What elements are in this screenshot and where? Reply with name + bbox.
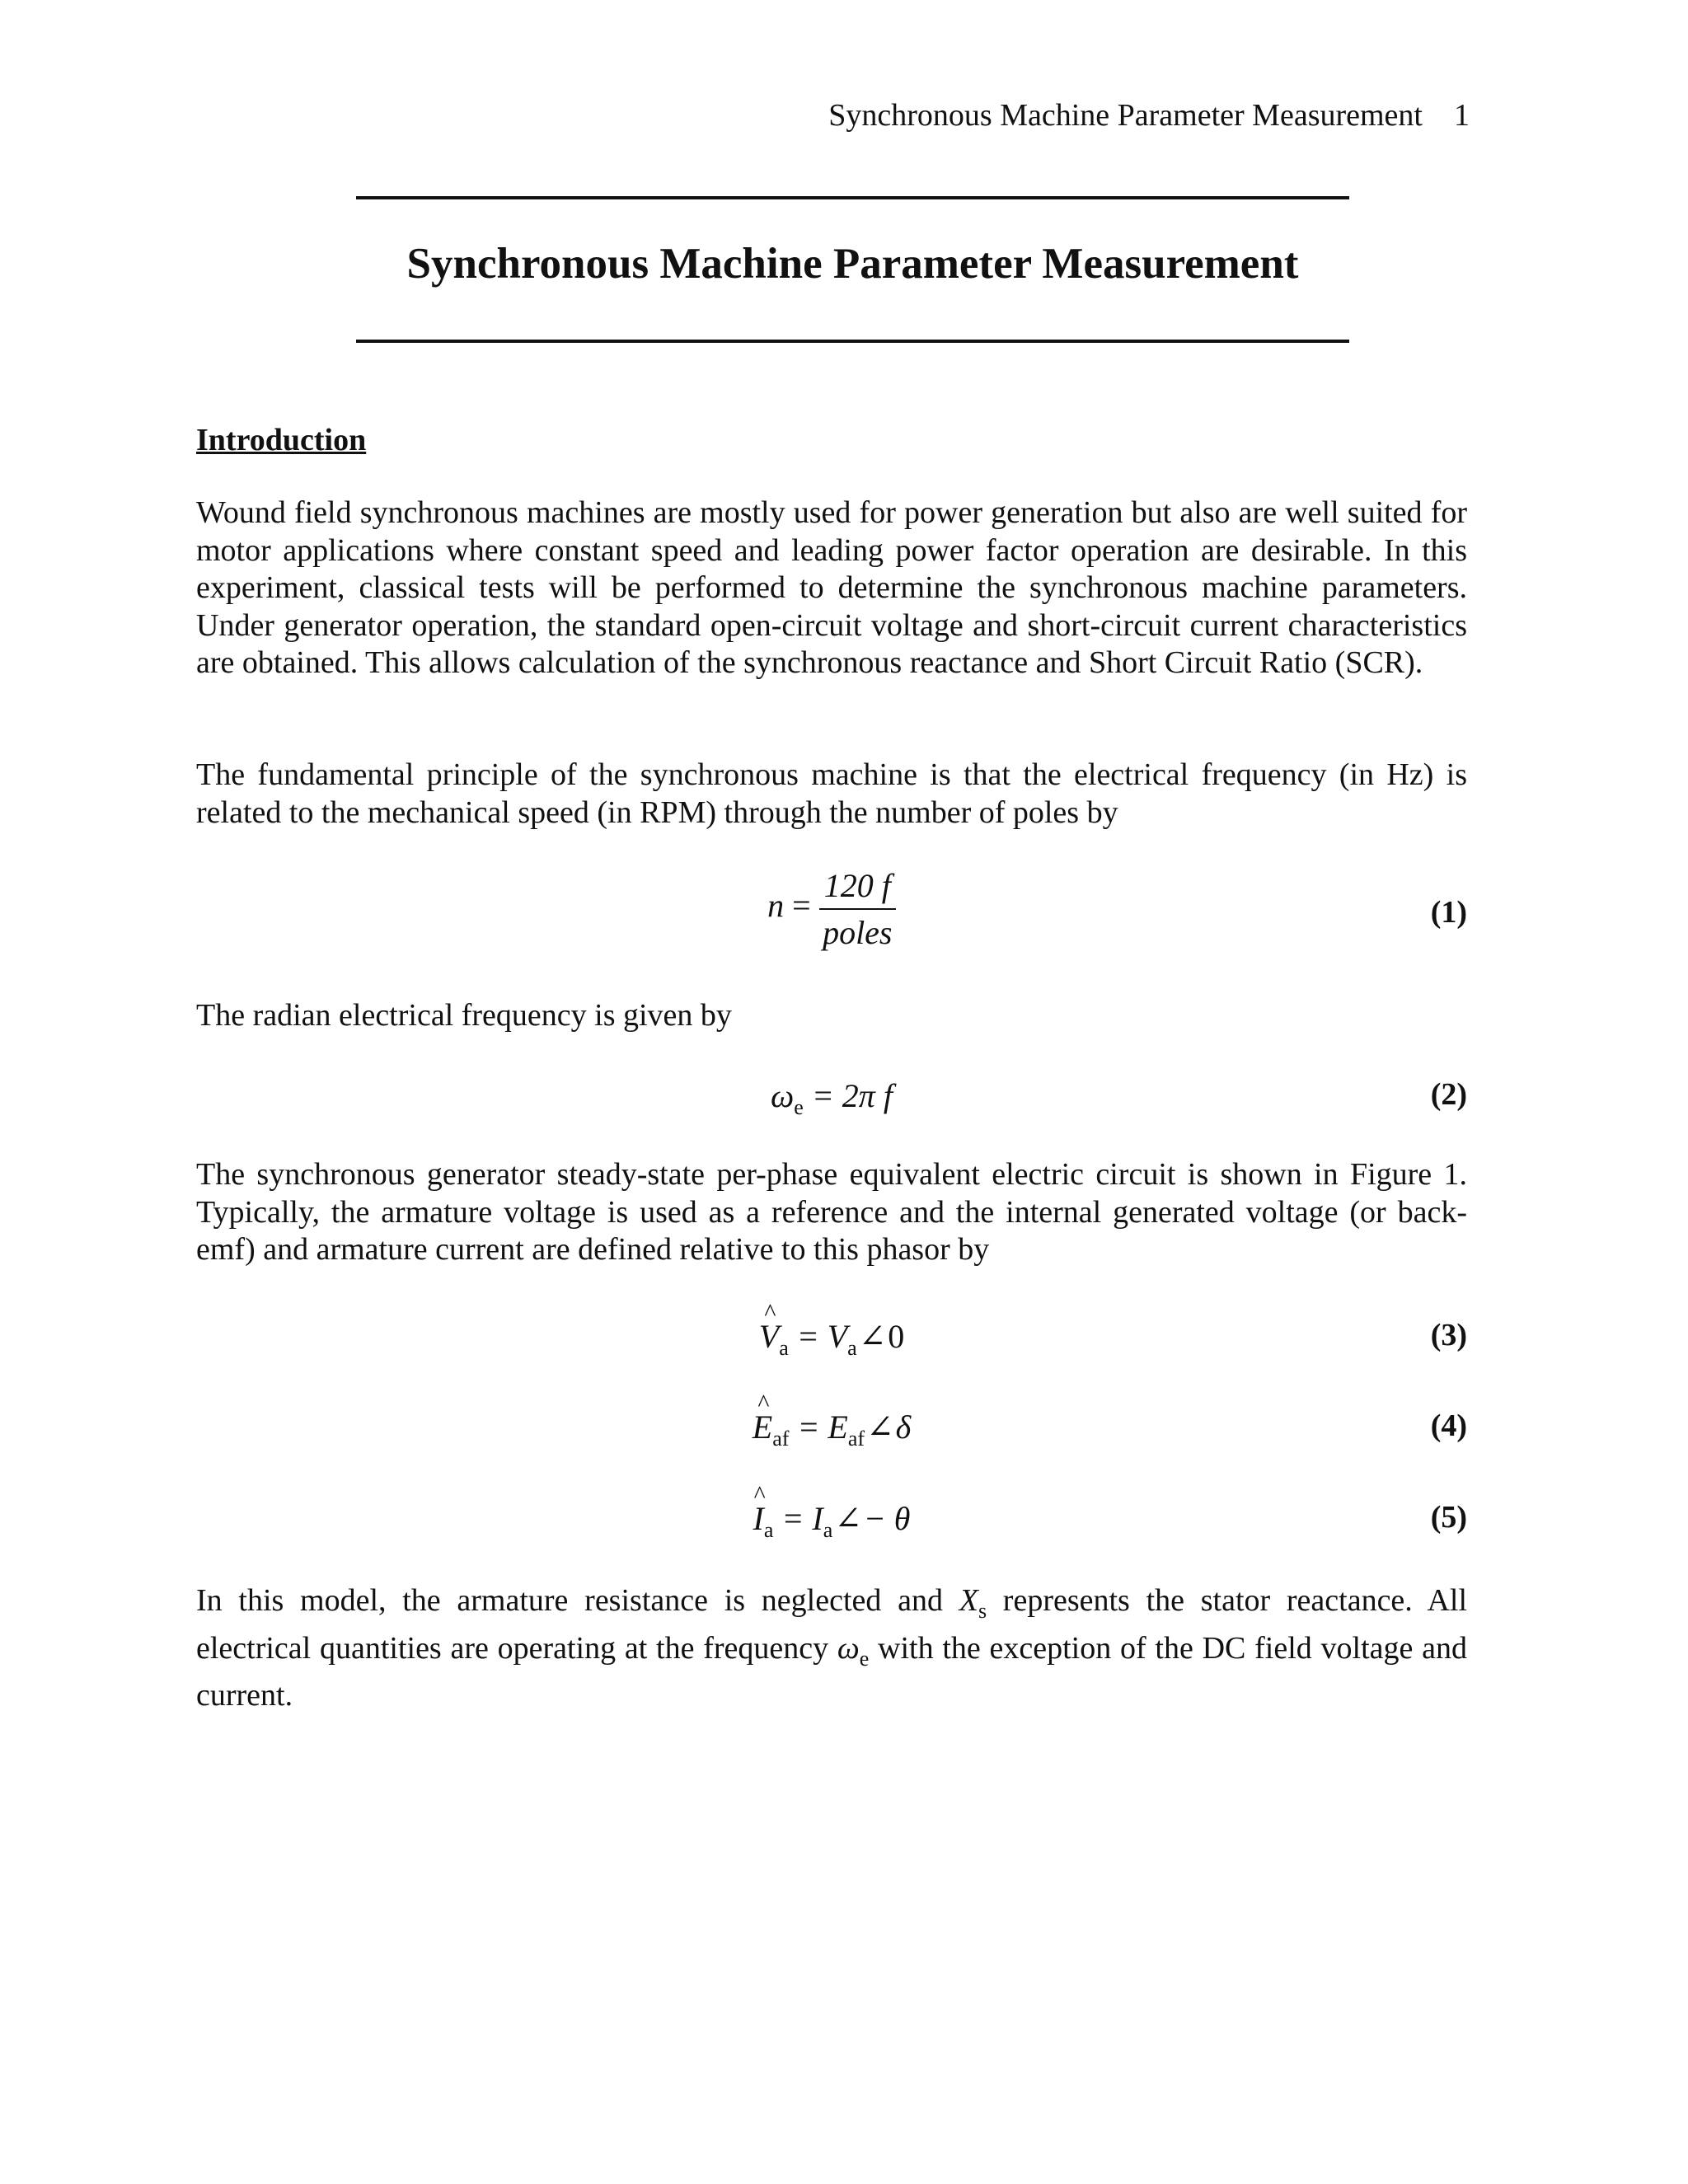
- eq4-angle: ∠: [866, 1408, 894, 1446]
- running-header: [828, 97, 1470, 134]
- eq3-lhs-sub: a: [779, 1336, 789, 1360]
- eq4-mid-sub: af: [847, 1427, 865, 1451]
- eq3-mid-sub: a: [847, 1336, 857, 1360]
- title-rule-top: [356, 196, 1349, 199]
- eq1-denominator: poles: [823, 914, 893, 951]
- eq2-rhs: = 2π f: [803, 1077, 893, 1114]
- eq5-angle: ∠: [834, 1500, 862, 1537]
- eq3-rhs: 0: [888, 1318, 905, 1355]
- paragraph-equivalent-circuit: The synchronous generator steady-state per-phase equivalent electric circuit is shown in Figure 1. Typically, the armature voltage is used as a reference and the internal generated voltage (or back-emf) and armature current are defined relative to this phasor by: [196, 1157, 1467, 1267]
- eq2-lhs: ω: [771, 1077, 795, 1114]
- eq5-lhs: ^ I: [753, 1499, 764, 1538]
- eq5-mid: = I: [773, 1500, 823, 1537]
- p5-text-a: In this model, the armature resistance is neglected and: [196, 1583, 959, 1618]
- eq4-lhs-sub: af: [772, 1427, 790, 1451]
- eq1-label: (1): [1430, 895, 1467, 930]
- equation-2: [196, 1071, 1467, 1162]
- eq5-lhs-sub: a: [763, 1518, 774, 1542]
- equation-1: [196, 861, 1467, 968]
- page-number: 1: [1454, 98, 1470, 133]
- eq3-mid: = V: [788, 1318, 848, 1355]
- eq3-angle: ∠: [858, 1318, 887, 1355]
- eq5-mid-sub: a: [823, 1518, 833, 1542]
- eq3-lhs: ^ V: [759, 1317, 779, 1356]
- eq1-lhs: n: [767, 887, 785, 925]
- eq1-fraction: [819, 866, 896, 952]
- paragraph-intro: Wound field synchronous machines are mostly used for power generation but also are well suited for motor applications where constant speed and leading power factor operation are desirable. In this experiment, classical tests will be performed to determine the synchronous machine parameters. Under generator operation, the standard open-circuit voltage and short-circuit current characteristics are obtained. This allows calculation of the synchronous reactance and Short Circuit Ratio (SCR).: [196, 495, 1467, 680]
- equation-3: [196, 1312, 1467, 1403]
- eq2-lhs-sub: e: [794, 1095, 804, 1119]
- title-rule-bottom: [356, 340, 1349, 343]
- eq2-label: (2): [1430, 1077, 1467, 1112]
- eq4-lhs: ^ E: [753, 1408, 772, 1446]
- paragraph-model-assumptions: [196, 1582, 1467, 1715]
- eq1-numerator: 120 f: [819, 866, 896, 910]
- p5-text-c: with the exception of the DC field voltage and current.: [196, 1630, 1467, 1713]
- eq3-label: (3): [1430, 1318, 1467, 1352]
- p5-omega-symbol: ω: [837, 1630, 860, 1666]
- eq4-rhs: δ: [895, 1408, 912, 1446]
- eq1-equals: =: [784, 887, 819, 925]
- paragraph-frequency-principle: The fundamental principle of the synchronous machine is that the electrical frequency (in Hz) is related to the mechanical speed (in RPM) through the number of poles by: [196, 757, 1467, 830]
- eq4-label: (4): [1430, 1408, 1467, 1443]
- eq5-rhs: − θ: [863, 1500, 911, 1537]
- eq5-label: (5): [1430, 1500, 1467, 1535]
- eq4-mid: = E: [789, 1408, 848, 1446]
- equation-5: [196, 1494, 1467, 1585]
- equation-4: [196, 1403, 1467, 1493]
- p5-omega-sub: e: [859, 1646, 870, 1671]
- section-heading-introduction: Introduction: [196, 423, 367, 457]
- p5-xs-sub: s: [978, 1599, 987, 1623]
- p5-xs-symbol: X: [959, 1583, 978, 1618]
- document-title: Synchronous Machine Parameter Measurement: [406, 240, 1299, 288]
- paragraph-radian-frequency: The radian electrical frequency is given by: [196, 998, 732, 1033]
- running-title: Synchronous Machine Parameter Measurement: [828, 98, 1423, 133]
- p5-text-b: represents the stator reactance. All electrical quantities are operating at the frequency: [196, 1583, 1467, 1666]
